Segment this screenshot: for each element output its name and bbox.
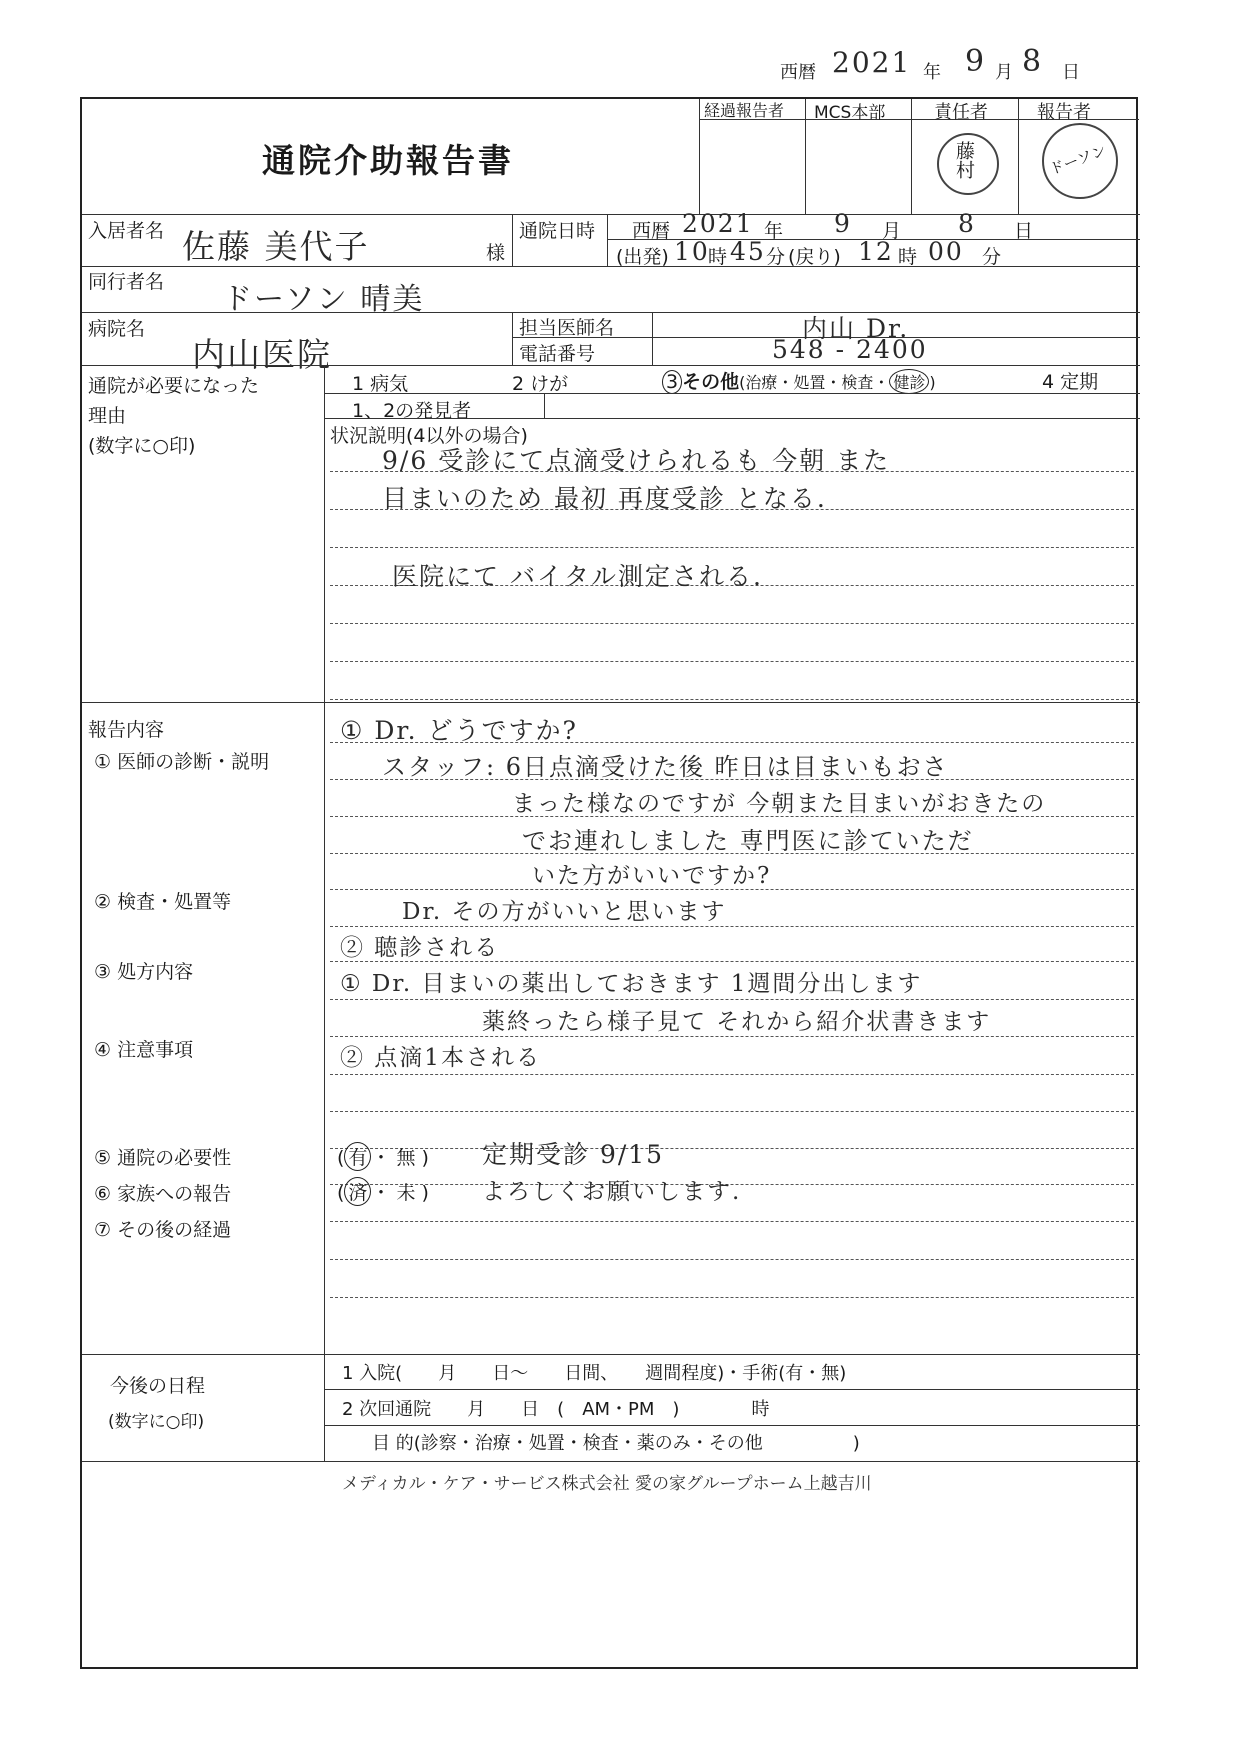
doctor-label: 担当医師名 xyxy=(519,317,615,339)
reason-detail-circled: 健診 xyxy=(889,369,929,394)
report-form xyxy=(80,97,1138,1669)
depart-hour: 10 xyxy=(674,237,710,266)
report-line-9: 薬終ったら様子見て それから紹介状書きます xyxy=(482,1009,992,1035)
situation-line-4: 医院にて バイタル測定される. xyxy=(392,562,763,591)
family-note: よろしくお願いします. xyxy=(482,1179,742,1205)
reason-option-other-number: 3 xyxy=(662,370,682,394)
report-item-5: ⑤ 通院の必要性 xyxy=(94,1147,232,1169)
report-item-2: ② 検査・処置等 xyxy=(94,891,232,913)
situation-label: 状況説明(4以外の場合) xyxy=(330,425,528,447)
necessity-open: ( xyxy=(337,1147,345,1169)
depart-label: (出発) xyxy=(616,246,669,268)
footer-company: メディカル・ケア・サービス株式会社 愛の家グループホーム上越吉川 xyxy=(342,1474,872,1494)
approval-header-mcs: MCS本部 xyxy=(814,103,886,123)
responsible-seal xyxy=(937,133,999,195)
family-done: 済 xyxy=(344,1177,371,1206)
approval-header-responsible: 責任者 xyxy=(934,102,988,123)
resident-suffix: 様 xyxy=(486,242,506,264)
reason-detail-post: ) xyxy=(929,373,936,392)
report-line-4: でお連れしました 専門医に診ていただ xyxy=(522,827,974,855)
doctor-name: 内山 Dr. xyxy=(802,314,910,343)
report-line-10: ② 点滴1本される xyxy=(340,1045,541,1071)
reason-label-3: (数字に○印) xyxy=(88,435,196,457)
report-item-4: ④ 注意事項 xyxy=(94,1039,194,1061)
approval-header-progress: 経過報告者 xyxy=(704,101,785,120)
date-day: 8 xyxy=(1022,44,1044,79)
return-hour-unit: 時 xyxy=(898,246,918,268)
report-item-7: ⑦ その後の経過 xyxy=(94,1219,232,1241)
report-line-3: まった様なのですが 今朝また目まいがおきたの xyxy=(512,791,1047,817)
visit-year-unit: 年 xyxy=(764,220,784,242)
responsible-seal-text: 藤村 xyxy=(953,141,975,179)
phone-label: 電話番号 xyxy=(519,343,596,365)
visit-year: 2021 xyxy=(682,209,754,238)
depart-minute: 45 xyxy=(730,237,766,266)
report-item-3: ③ 処方内容 xyxy=(94,961,194,983)
form-title: 通院介助報告書 xyxy=(262,141,514,180)
report-line-6: Dr. その方がいいと思います xyxy=(402,899,727,925)
reason-option-other xyxy=(662,367,936,394)
report-line-1: ① Dr. どうですか? xyxy=(340,716,578,745)
reason-label-1: 通院が必要になった xyxy=(88,375,260,397)
date-day-unit: 日 xyxy=(1062,62,1080,83)
companion-name: ドーソン 晴美 xyxy=(222,282,425,317)
visit-label: 通院日時 xyxy=(519,220,596,242)
reason-label-2: 理由 xyxy=(88,405,127,427)
reason-option-illness: 1 病気 xyxy=(352,373,409,395)
situation-line-2: 目まいのため 最初 再度受診 となる. xyxy=(382,484,827,513)
date-year-unit: 年 xyxy=(923,62,941,83)
visit-month: 9 xyxy=(834,209,852,238)
family-choice xyxy=(337,1177,429,1206)
schedule-label: 今後の日程 xyxy=(110,1375,206,1397)
schedule-row-2: 2 次回通院 月 日 ( AM・PM ) 時 xyxy=(342,1399,770,1420)
schedule-row-3: 目 的(診察・治療・処置・検査・薬のみ・その他 ) xyxy=(372,1433,860,1454)
depart-minute-unit: 分 xyxy=(766,246,786,268)
date-year: 2021 xyxy=(832,46,912,79)
approval-header-reporter: 報告者 xyxy=(1037,102,1091,123)
resident-label: 入居者名 xyxy=(88,220,165,242)
return-minute: 00 xyxy=(928,237,964,266)
phone-number: 548 - 2400 xyxy=(772,335,928,364)
report-line-7: ② 聴診される xyxy=(340,935,500,961)
reason-option-other-label: その他 xyxy=(682,371,740,393)
hospital-label: 病院名 xyxy=(88,318,146,340)
date-era: 西暦 xyxy=(780,62,816,83)
report-item-1: ① 医師の診断・説明 xyxy=(94,751,270,773)
family-open: ( xyxy=(337,1182,345,1204)
necessity-yes: 有 xyxy=(344,1142,371,1171)
date-month: 9 xyxy=(965,44,987,79)
visit-month-unit: 月 xyxy=(882,220,902,242)
reporter-seal xyxy=(1042,123,1118,199)
reason-option-regular: 4 定期 xyxy=(1042,371,1099,393)
report-item-6: ⑥ 家族への報告 xyxy=(94,1183,232,1205)
report-label: 報告内容 xyxy=(88,719,165,741)
visit-day: 8 xyxy=(958,209,976,238)
date-month-unit: 月 xyxy=(995,62,1013,83)
finder-label: 1、2の発見者 xyxy=(352,400,472,422)
visit-day-unit: 日 xyxy=(1014,220,1034,242)
hospital-name: 内山医院 xyxy=(192,335,332,374)
return-hour: 12 xyxy=(858,237,894,266)
report-line-5: いた方がいいですか? xyxy=(532,863,772,889)
reason-detail-pre: (治療・処置・検査・ xyxy=(739,373,890,392)
necessity-rest: ・ 無 ) xyxy=(371,1147,429,1169)
necessity-note: 定期受診 9/15 xyxy=(482,1140,665,1169)
return-minute-unit: 分 xyxy=(982,246,1002,268)
report-line-8: ① Dr. 目まいの薬出しておきます 1週間分出します xyxy=(340,971,923,997)
visit-era: 西暦 xyxy=(632,220,671,242)
schedule-row-1: 1 入院( 月 日〜 日間、 週間程度)・手術(有・無) xyxy=(342,1363,847,1384)
schedule-label-2: (数字に○印) xyxy=(108,1412,205,1432)
necessity-choice xyxy=(337,1142,429,1171)
situation-line-1: 9/6 受診にて点滴受けられるも 今朝 また xyxy=(382,446,891,475)
reason-option-injury: 2 けが xyxy=(512,373,569,395)
companion-label: 同行者名 xyxy=(88,271,165,293)
return-label: (戻り) xyxy=(788,246,841,268)
resident-name: 佐藤 美代子 xyxy=(182,227,370,266)
reporter-seal-text: ドーソン xyxy=(1046,141,1109,179)
family-rest: ・ 未 ) xyxy=(371,1182,429,1204)
depart-hour-unit: 時 xyxy=(708,246,728,268)
report-line-2: スタッフ: 6日点滴受けた後 昨日は目まいもおさ xyxy=(382,753,949,781)
